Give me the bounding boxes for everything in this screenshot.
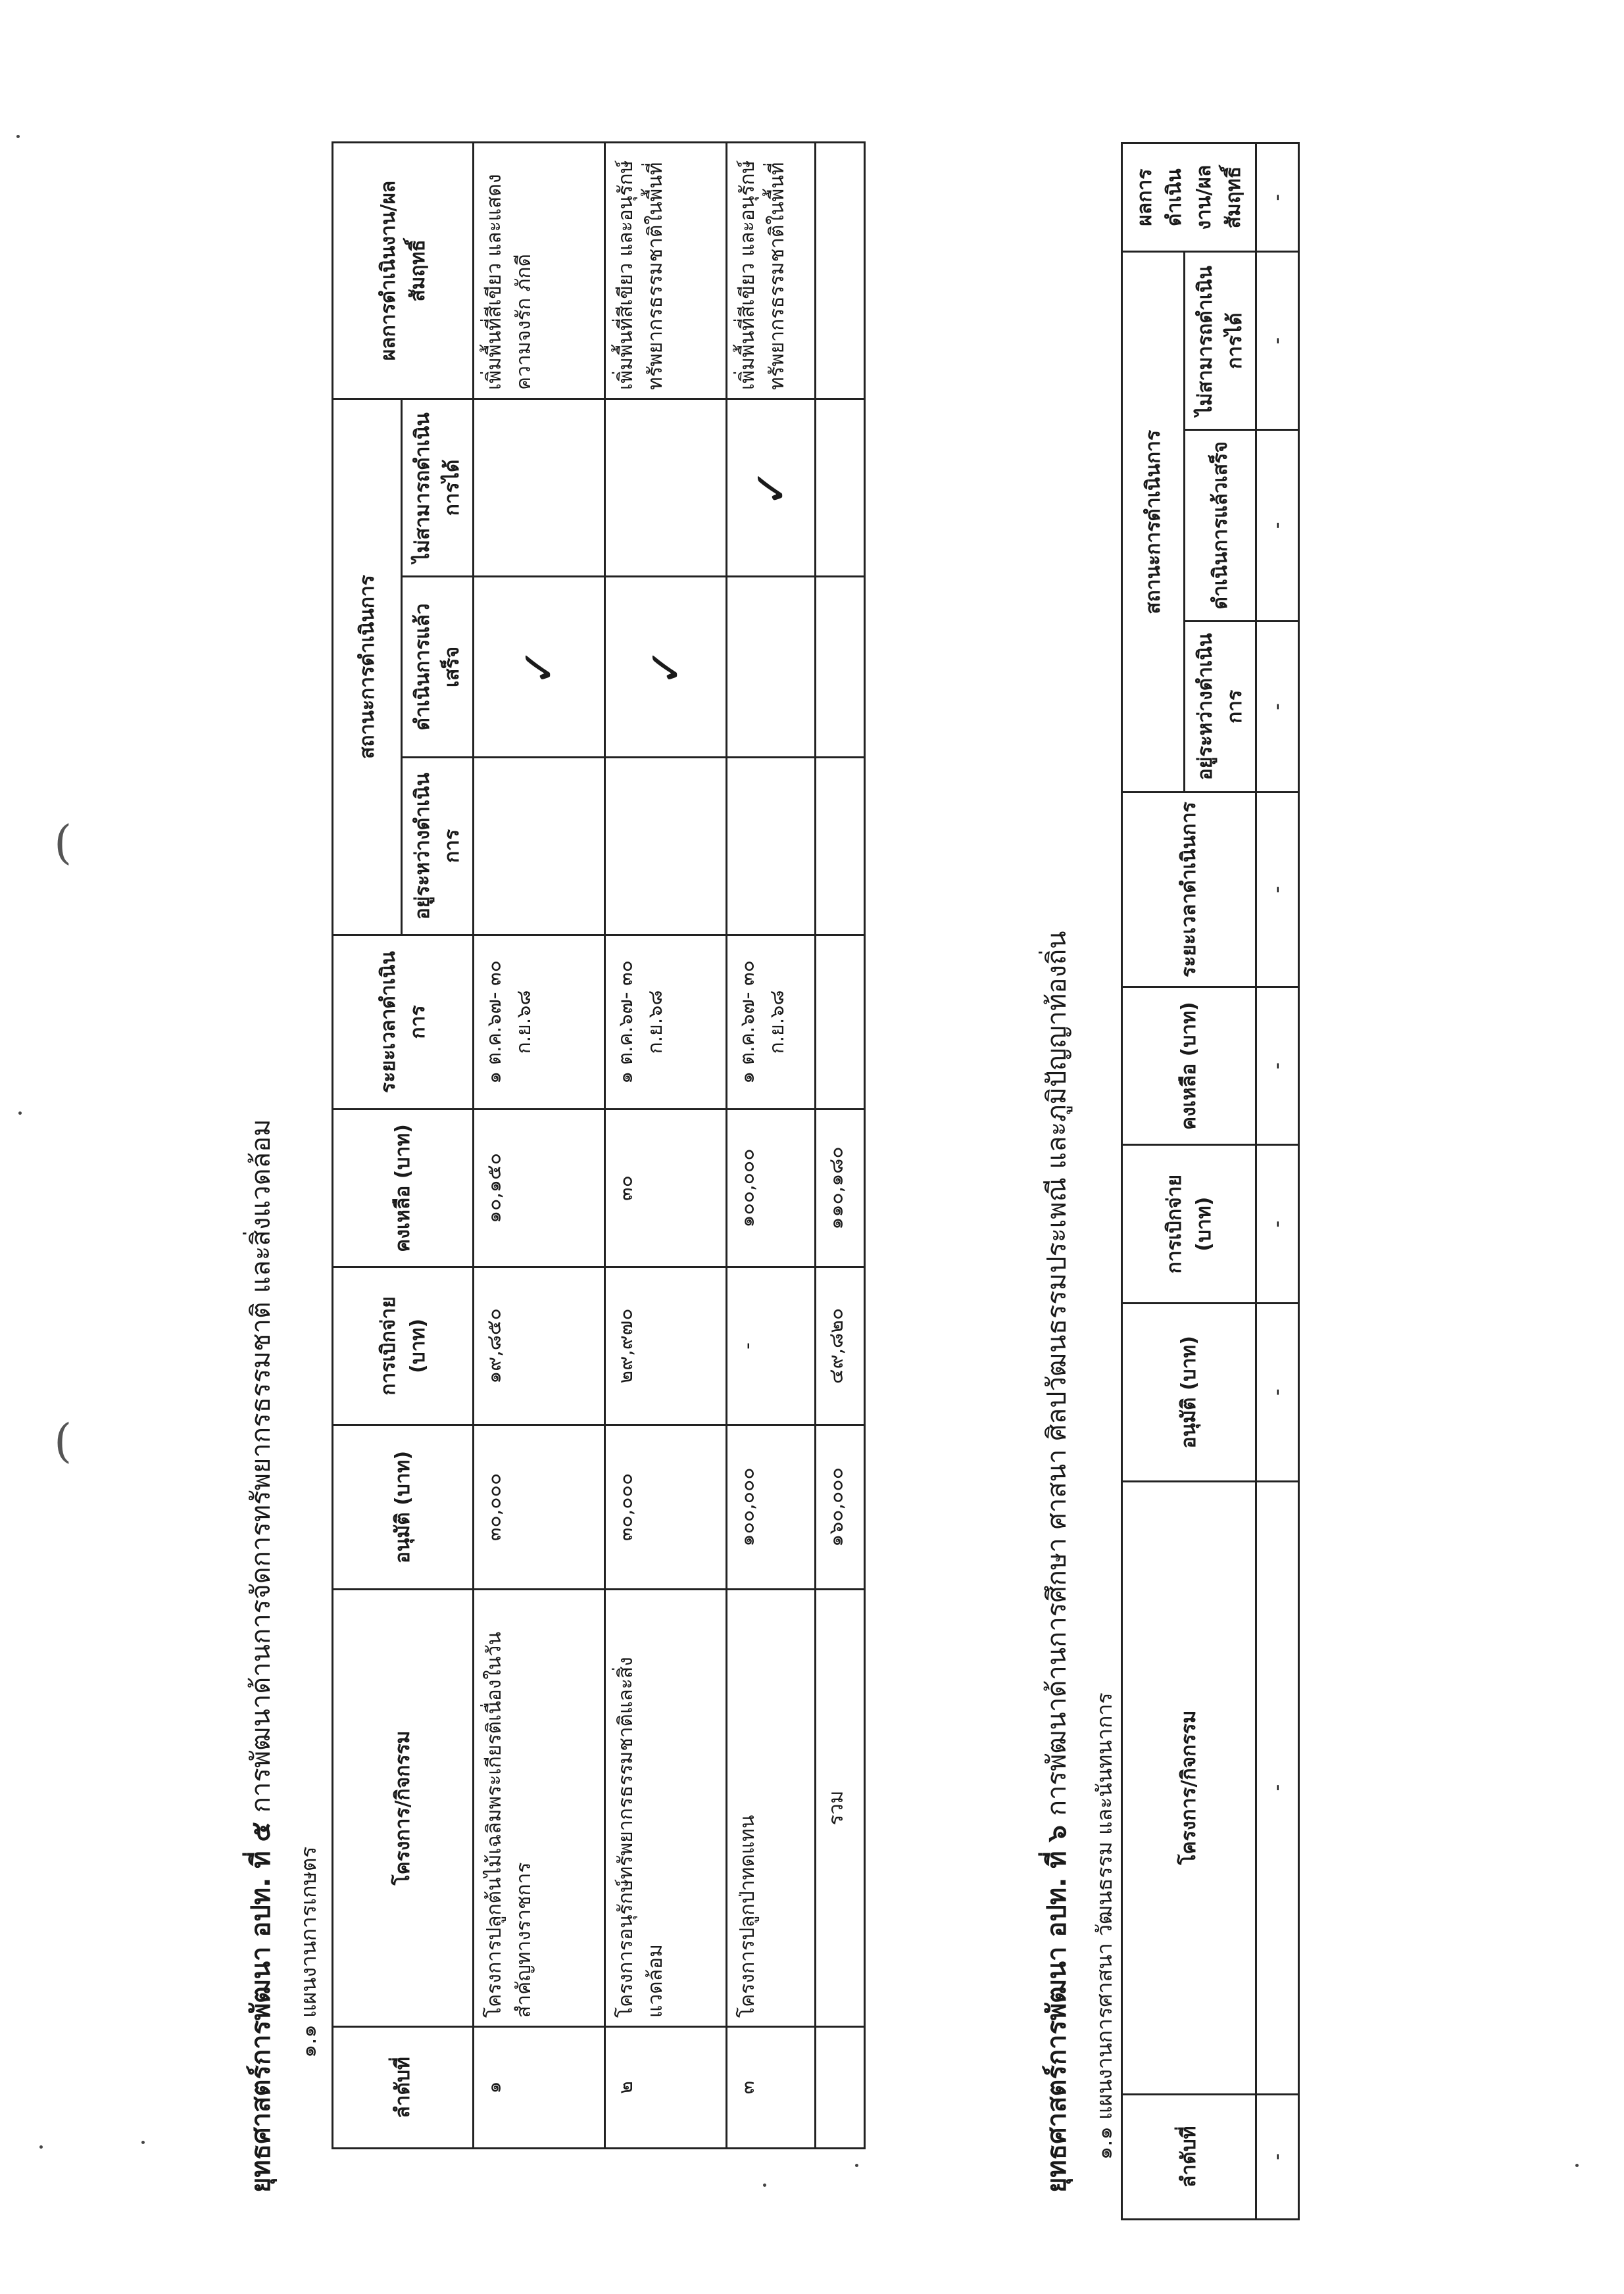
row-period: - (1256, 793, 1299, 987)
row-done-check: ✓ (605, 577, 727, 758)
strategy-6-title: ยุทธศาสตร์การพัฒนา อปท. ที่ ๖ (1042, 1825, 1072, 2193)
row-approved: ๓๐,๐๐๐ (474, 1425, 605, 1590)
row-spent: ๑๙,๘๕๐ (474, 1267, 605, 1425)
row-no: - (1256, 2094, 1299, 2219)
total-label: รวม (816, 1590, 865, 2027)
row-no: ๑ (474, 2027, 605, 2149)
strategy-6-table (1121, 142, 1300, 2220)
header-remaining: คงเหลือ (บาท) (1122, 987, 1256, 1145)
header-period: ระยะเวลาดำเนินการ (1122, 793, 1256, 987)
row-no: ๒ (605, 2027, 727, 2149)
row-period: ๑ ต.ค.๖๗- ๓๐ ก.ย.๖๘ (474, 935, 605, 1110)
header-cannot: ไม่สามารถดำเนินการได้ (402, 399, 474, 577)
total-empty-cell (816, 758, 865, 935)
total-no-cell (816, 2027, 865, 2149)
header-no: ลำดับที่ (1122, 2094, 1256, 2219)
row-approved: ๑๐๐,๐๐๐ (727, 1425, 816, 1590)
row-project: โครงการอนุรักษ์ทรัพยากรธรรมชาติและสิ่งแวดล้อม (605, 1590, 727, 2027)
header-status: สถานะการดำเนินการ (333, 399, 402, 935)
table-row (474, 143, 605, 2149)
row-remaining: ๓๐ (605, 1110, 727, 1267)
header-no: ลำดับที่ (333, 2027, 474, 2149)
row-project: - (1256, 1481, 1299, 2094)
total-empty-cell (816, 935, 865, 1110)
punch-hole-mark: ( (54, 816, 72, 869)
row-result: - (1256, 143, 1299, 252)
header-cannot: ไม่สามารถดำเนินการได้ (1185, 252, 1256, 430)
strategy-6-subtitle: การพัฒนาด้านการศึกษา ศาสนา ศิลปวัฒนธรรมประเพณี และภูมิปัญญาท้องถิ่น (1042, 931, 1072, 1817)
header-done: ดำเนินการแล้วเสร็จ (1185, 430, 1256, 622)
row-remaining: - (1256, 987, 1299, 1145)
row-in-progress (474, 758, 605, 935)
header-done: ดำเนินการแล้วเสร็จ (402, 577, 474, 758)
row-done-check: ✓ (474, 577, 605, 758)
row-remaining: ๑๐,๑๕๐ (474, 1110, 605, 1267)
table-header-row (333, 143, 402, 2149)
row-project: โครงการปลูกต้นไม้เฉลิมพระเกียรติเนื่องในวันสำคัญทางราชการ (474, 1590, 605, 2027)
table-row (727, 143, 816, 2149)
plan-6-heading: ๑.๑ แผนงานการศาสนา วัฒนธรรม และนันทนาการ (1092, 1692, 1117, 2160)
table-header-row (1122, 143, 1185, 2220)
row-done (727, 577, 816, 758)
row-remaining: ๑๐๐,๐๐๐ (727, 1110, 816, 1267)
total-approved: ๑๖๐,๐๐๐ (816, 1425, 865, 1590)
row-period: ๑ ต.ค.๖๗- ๓๐ ก.ย.๖๘ (727, 935, 816, 1110)
row-spent: - (727, 1267, 816, 1425)
total-empty-cell (816, 143, 865, 399)
header-approved: อนุมัติ (บาท) (333, 1425, 474, 1590)
row-period: ๑ ต.ค.๖๗- ๓๐ ก.ย.๖๘ (605, 935, 727, 1110)
table-total-row (816, 143, 865, 2149)
header-in-progress: อยู่ระหว่างดำเนินการ (1185, 621, 1256, 793)
row-approved: ๓๐,๐๐๐ (605, 1425, 727, 1590)
strategy-5-table (332, 141, 866, 2149)
row-result: เพิ่มพื้นที่สีเขียว และอนุรักษ์ทรัพยากรธรรมชาติในพื้นที่ (727, 143, 816, 399)
strategy-5-title: ยุทธศาสตร์การพัฒนา อปท. ที่ ๕ (246, 1822, 276, 2193)
row-in-progress (605, 758, 727, 935)
header-project: โครงการ/กิจกรรม (1122, 1481, 1256, 2094)
header-project: โครงการ/กิจกรรม (333, 1590, 474, 2027)
row-cannot: - (1256, 252, 1299, 430)
row-done: - (1256, 430, 1299, 622)
header-result: ผลการดำเนินงาน/ผลสัมฤทธิ์ (1122, 143, 1256, 252)
header-in-progress: อยู่ระหว่างดำเนินการ (402, 758, 474, 935)
header-remaining: คงเหลือ (บาท) (333, 1110, 474, 1267)
total-remaining: ๑๑๐,๑๘๐ (816, 1110, 865, 1267)
row-spent: ๒๙,๙๗๐ (605, 1267, 727, 1425)
row-cannot (605, 399, 727, 577)
total-empty-cell (816, 577, 865, 758)
row-project: โครงการปลูกป่าทดแทน (727, 1590, 816, 2027)
header-spent: การเบิกจ่าย (บาท) (333, 1267, 474, 1425)
row-in-progress: - (1256, 621, 1299, 793)
header-spent: การเบิกจ่าย (บาท) (1122, 1145, 1256, 1304)
header-approved: อนุมัติ (บาท) (1122, 1303, 1256, 1481)
rotated-content (9, 3, 1614, 2291)
row-approved: - (1256, 1303, 1299, 1481)
strategy-5-heading (239, 1119, 282, 2193)
plan-5-heading: ๑.๑ แผนงานการเกษตร (296, 1846, 321, 2058)
total-empty-cell (816, 399, 865, 577)
punch-hole-mark: ( (54, 1414, 72, 1468)
row-spent: - (1256, 1145, 1299, 1304)
row-result: เพิ่มพื้นที่สีเขียว และแสดงความจงรัก ภักดี (474, 143, 605, 399)
strategy-5-subtitle: การพัฒนาด้านการจัดการทรัพยากรธรรมชาติ และสิ่งแวดล้อม (246, 1119, 276, 1813)
header-result: ผลการดำเนินงาน/ผลสัมฤทธิ์ (333, 143, 474, 399)
total-spent: ๔๙,๘๒๐ (816, 1267, 865, 1425)
table-row (1256, 143, 1299, 2220)
row-in-progress (727, 758, 816, 935)
row-no: ๓ (727, 2027, 816, 2149)
strategy-6-heading (1035, 931, 1077, 2193)
header-period: ระยะเวลาดำเนินการ (333, 935, 474, 1110)
header-status: สถานะการดำเนินการ (1122, 252, 1185, 793)
row-cannot-check: ✓ (727, 399, 816, 577)
table-row (605, 143, 727, 2149)
row-result: เพิ่มพื้นที่สีเขียว และอนุรักษ์ทรัพยากรธรรมชาติในพื้นที่ (605, 143, 727, 399)
row-cannot (474, 399, 605, 577)
